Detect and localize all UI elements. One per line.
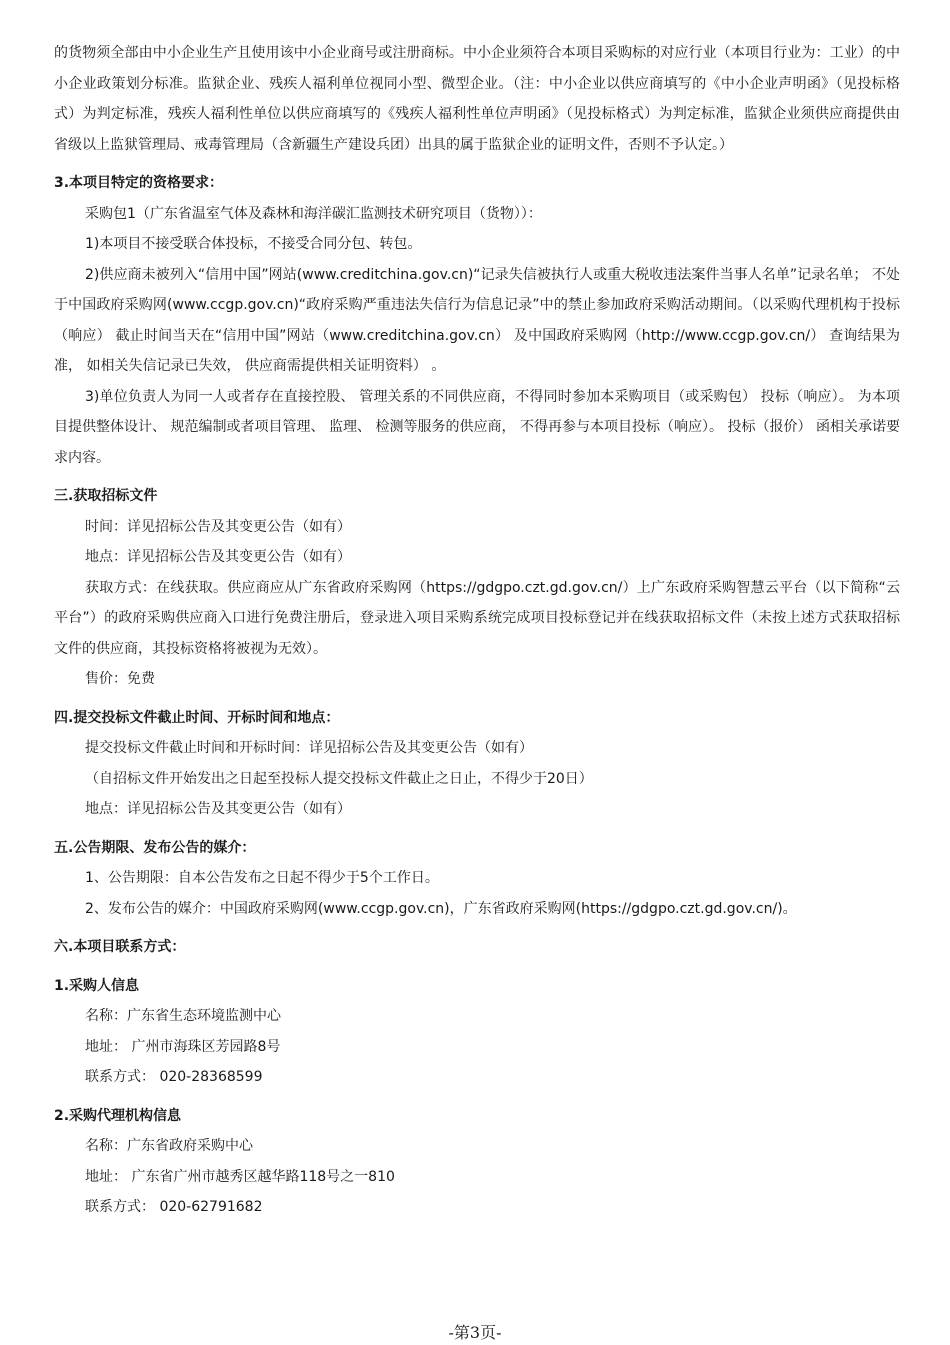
agency-address: 地址： 广东省广州市越秀区越华路118号之一810 xyxy=(85,1168,395,1185)
submit-note: （自招标文件开始发出之日起至投标人提交投标文件截止之日止，不得少于20日） xyxy=(85,770,593,787)
document-page xyxy=(54,38,900,1223)
buyer-phone: 联系方式： 020-28368599 xyxy=(85,1069,263,1085)
period-heading: 五.公告期限、发布公告的媒介： xyxy=(54,839,256,856)
submit-heading: 四.提交投标文件截止时间、开标时间和地点： xyxy=(54,709,340,726)
period-item-1: 1、公告期限：自本公告发布之日起不得少于5个工作日。 xyxy=(85,870,439,886)
package-line: 采购包1（广东省温室气体及森林和海洋碳汇监测技术研究项目（货物））： xyxy=(85,205,542,222)
agency-name: 名称：广东省政府采购中心 xyxy=(85,1138,253,1154)
requirement-1: 1)本项目不接受联合体投标，不接受合同分包、转包。 xyxy=(85,236,422,252)
buyer-heading: 1.采购人信息 xyxy=(54,977,140,994)
agency-heading: 2.采购代理机构信息 xyxy=(54,1107,182,1124)
buyer-address: 地址： 广州市海珠区芳园路8号 xyxy=(85,1038,281,1055)
obtain-price: 售价：免费 xyxy=(85,671,155,687)
section-3-heading: 3.本项目特定的资格要求： xyxy=(54,175,224,191)
buyer-name: 名称：广东省生态环境监测中心 xyxy=(85,1008,281,1024)
obtain-time: 时间：详见招标公告及其变更公告（如有） xyxy=(85,518,351,535)
period-item-2: 2、发布公告的媒介：中国政府采购网(www.ccgp.gov.cn)，广东省政府采购网(https://gdgpo.czt.gd.gov.cn/)。 xyxy=(85,900,797,917)
requirement-3: 3)单位负责人为同一人或者存在直接控股、 管理关系的不同供应商，不得同时参加本采购项目（或采购包） 投标（响应）。 为本项目提供整体设计、 规范编制或者项目管理、 监理、 检测等服务的供应商， 不得再参与本项目投标（响应）。 投标（报价） 函相关承诺要求内容。 xyxy=(54,388,900,466)
agency-phone: 联系方式： 020-62791682 xyxy=(85,1199,263,1215)
page-number: -第3页- xyxy=(448,1323,502,1342)
submit-place: 地点：详见招标公告及其变更公告（如有） xyxy=(85,801,351,817)
contact-heading: 六.本项目联系方式： xyxy=(54,939,186,955)
obtain-heading: 三.获取招标文件 xyxy=(54,488,158,504)
intro-paragraph: 的货物须全部由中小企业生产且使用该中小企业商号或注册商标。中小企业须符合本项目采购标的对应行业（本项目行业为：工业）的中小企业政策划分标准。监狱企业、残疾人福利单位视同小型、微型企业。（注：中小企业以供应商填写的《中小企业声明函》（见投标格式）为判定标准，残疾人福利性单位以供应商填写的《残疾人福利性单位声明函》（见投标格式）为判定标准，监狱企业须供应商提供由省级以上监狱管理局、戒毒管理局（含新疆生产建设兵团）出具的属于监狱企业的证明文件，否则不予认定。） xyxy=(54,45,900,153)
obtain-place: 地点：详见招标公告及其变更公告（如有） xyxy=(85,549,351,565)
requirement-2: 2)供应商未被列入“信用中国”网站(www.creditchina.gov.cn)“记录失信被执行人或重大税收违法案件当事人名单”记录名单； 不处于中国政府采购网(www.ccgp.gov.cn)“政府采购严重违法失信行为信息记录”中的禁止参加政府采购活动期间。（以采购代理机构于投标（响应） 截止时间当天在“信用中国”网站（www.creditchina.gov.cn） 及中国政府采购网（http://www.ccgp.gov.cn/） 查询结果为准， 如相关失信记录已失效， 供应商需提供相关证明资料） 。 xyxy=(54,266,900,374)
obtain-method: 获取方式：在线获取。供应商应从广东省政府采购网（https://gdgpo.czt.gd.gov.cn/）上广东政府采购智慧云平台（以下简称“云平台”）的政府采购供应商入口进行免费注册后，登录进入项目采购系统完成项目投标登记并在线获取招标文件（未按上述方式获取招标文件的供应商，其投标资格将被视为无效）。 xyxy=(54,579,900,657)
submit-deadline: 提交投标文件截止时间和开标时间：详见招标公告及其变更公告（如有） xyxy=(85,740,533,756)
